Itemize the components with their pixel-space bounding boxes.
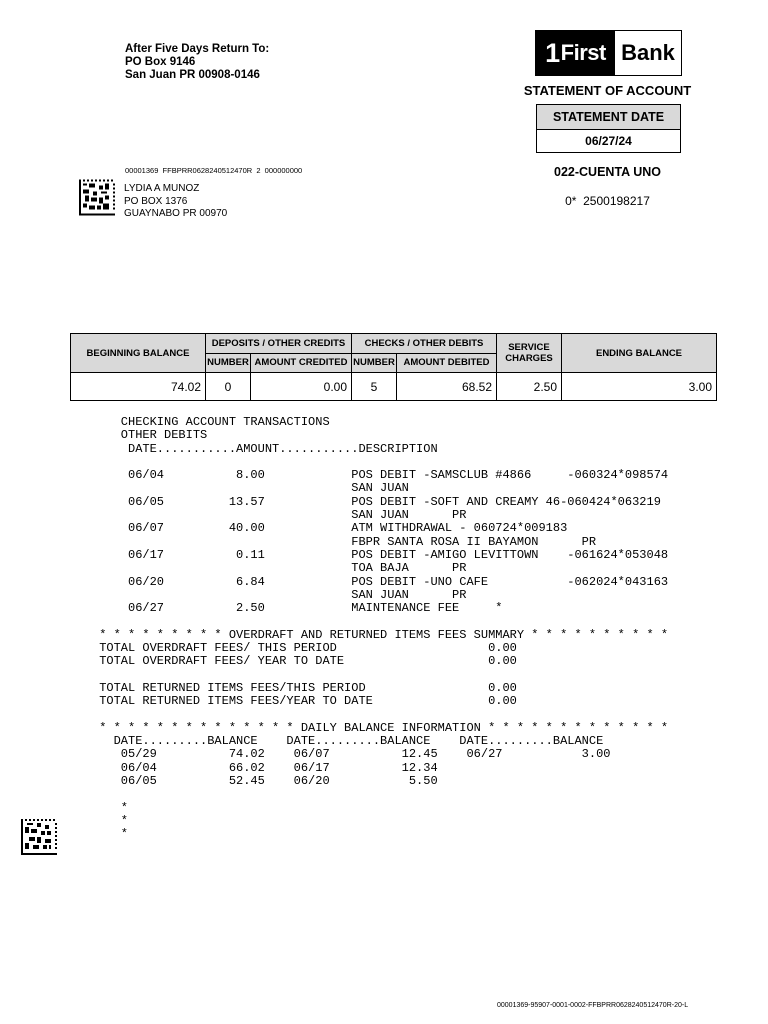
account-name: 022-CUENTA UNO	[554, 165, 661, 179]
logo-bank: Bank	[621, 40, 675, 65]
amount-credited-header: AMOUNT CREDITED	[251, 353, 352, 373]
bank-logo	[535, 30, 682, 76]
return-address-line2: PO Box 9146	[125, 56, 196, 68]
statement-date-box	[536, 104, 681, 153]
statement-date-value: 06/27/24	[585, 134, 632, 148]
checks-number-value: 5	[352, 373, 397, 401]
service-charges-header: SERVICE CHARGES	[497, 334, 562, 373]
datamatrix-barcode-icon	[21, 818, 57, 856]
deposits-header: DEPOSITS / OTHER CREDITS	[206, 334, 352, 354]
amount-debited-value: 68.52	[397, 373, 497, 401]
checks-number-header: NUMBER	[352, 353, 397, 373]
transactions-listing: CHECKING ACCOUNT TRANSACTIONS OTHER DEBITS DATE...........AMOUNT...........DESCRIPTION 06/04 8.00 POS DEBIT -SAMSCLUB #4866 -060324*098574 SAN JUAN 06/05 13.57 POS DEBIT -SOFT AND CREAMY 46-060424*063219 SAN JUAN PR 06/07 40.00 ATM WITHDRAWAL - 060724*009183 FBPR SANTA ROSA II BAYAMON PR 06/17 0.11 POS DEBIT -AMIGO LEVITTOWN -061624*053048 TOA BAJA PR 06/20 6.84 POS DEBIT -UNO CAFE -062024*043163 SAN JUAN PR 06/27 2.50 MAINTENANCE FEE * * * * * * * * * * OVERDRAFT AND RETURNED ITEMS FEES SUMMARY * * * * * * * * * * TOTAL OVERDRAFT FEES/ THIS PERIOD 0.00 TOTAL OVERDRAFT FEES/ YEAR TO DATE 0.00 TOTAL RETURNED ITEMS FEES/THIS PERIOD 0.00 TOTAL RETURNED ITEMS FEES/YEAR TO DATE 0.00 * * * * * * * * * * * * * * DAILY BALANCE INFORMATION * * * * * * * * * * * * * DATE.........BALANCE DATE.........BALANCE DATE.........BALANCE 05/29 74.02 06/07 12.45 06/27 3.00 06/04 66.02 06/17 12.34 06/05 52.45 06/20 5.50 * * *	[99, 415, 669, 842]
account-number: 0* 2500198217	[565, 194, 650, 208]
ending-balance-value: 3.00	[562, 373, 717, 401]
account-summary-table	[70, 333, 717, 401]
amount-debited-header: AMOUNT DEBITED	[397, 353, 497, 373]
deposits-number-value: 0	[206, 373, 251, 401]
beginning-balance-header: BEGINNING BALANCE	[71, 334, 206, 373]
checks-header: CHECKS / OTHER DEBITS	[352, 334, 497, 354]
customer-address	[124, 183, 227, 221]
service-charges-value: 2.50	[497, 373, 562, 401]
logo-first: 1 First	[536, 31, 615, 75]
datamatrix-barcode-icon	[79, 179, 115, 216]
return-address-line1: After Five Days Return To:	[125, 43, 270, 55]
customer-name: LYDIA A MUNOZ	[124, 183, 200, 194]
beginning-balance-value: 74.02	[71, 373, 206, 401]
footer-code: 00001369-95907-0001-0002-FFBPRR0628240512470R-20-L	[497, 1002, 689, 1009]
return-address	[125, 43, 269, 82]
customer-address-line2: GUAYNABO PR 00970	[124, 208, 228, 219]
amount-credited-value: 0.00	[251, 373, 352, 401]
ending-balance-header: ENDING BALANCE	[562, 334, 717, 373]
deposits-number-header: NUMBER	[206, 353, 251, 373]
statement-of-account-title: STATEMENT OF ACCOUNT	[523, 83, 692, 98]
statement-date-label: STATEMENT DATE	[537, 105, 680, 130]
mail-code: 00001369 FFBPRR0628240512470R 2 000000000	[125, 166, 303, 175]
return-address-line3: San Juan PR 00908-0146	[125, 69, 260, 81]
customer-address-line1: PO BOX 1376	[124, 195, 188, 207]
